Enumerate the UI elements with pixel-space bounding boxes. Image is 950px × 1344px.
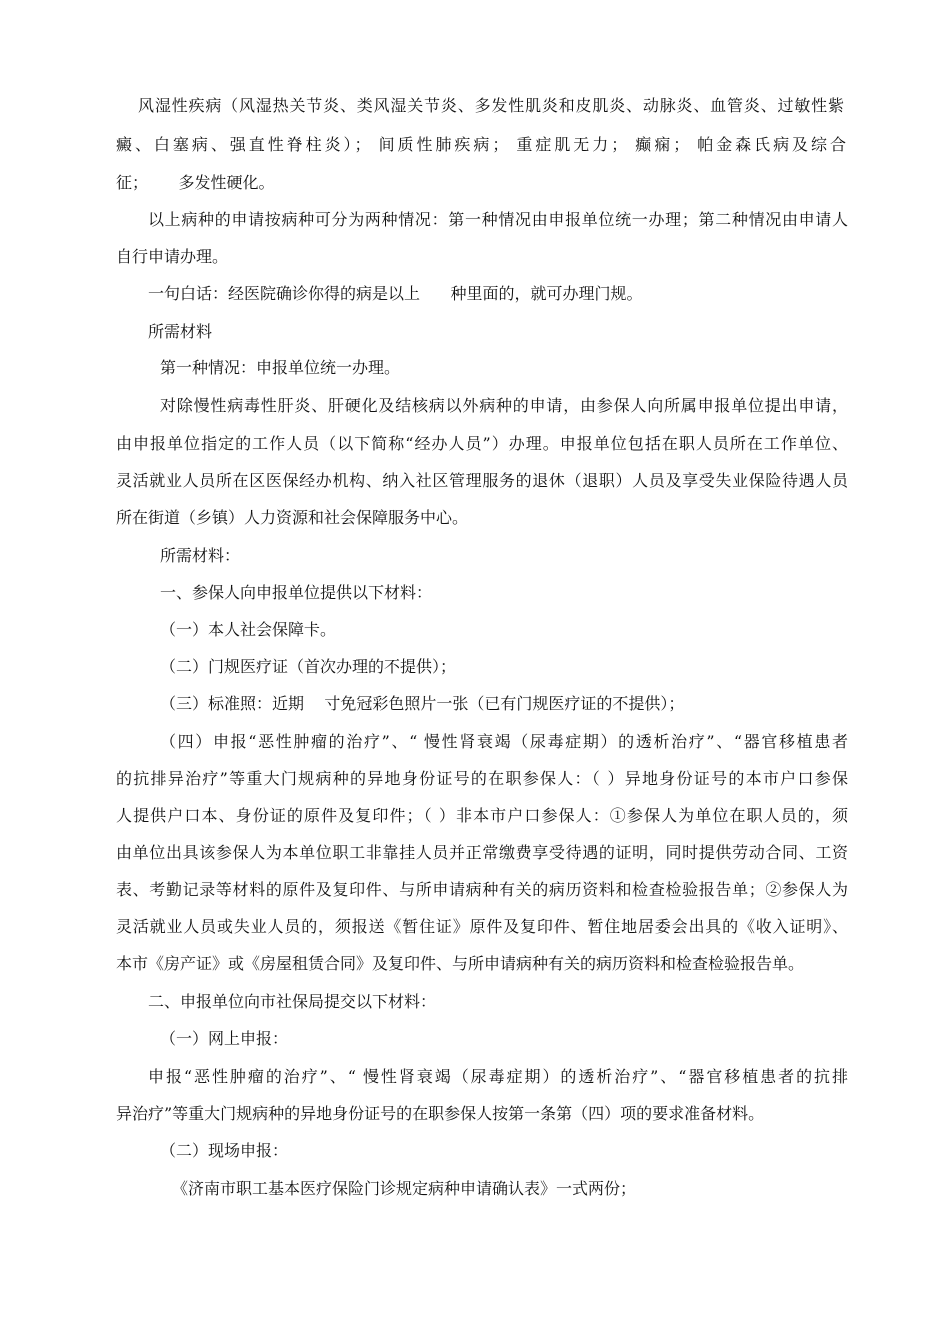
list-item: （一）本人社会保障卡。: [160, 620, 337, 639]
section-heading: 第一种情况：申报单位统一办理。: [160, 358, 401, 377]
paragraph-line: 对除慢性病毒性肝炎、肝硬化及结核病以外病种的申请，由参保人向所属申报单位提出申请，: [160, 396, 848, 415]
list-item: （一）网上申报：: [160, 1029, 289, 1048]
paragraph-line: 由单位出具该参保人为本单位职工非靠挂人员并正常缴费享受待遇的证明，同时提供劳动合同、工资: [116, 843, 848, 862]
paragraph-line: 人提供户口本、身份证的原件及复印件；（ ）非本市户口参保人：①参保人为单位在职人员的，须: [116, 806, 848, 825]
list-item: （二）门规医疗证（首次办理的不提供）；: [160, 657, 457, 676]
paragraph-line: 一句白话：经医院确诊你得的病是以上 种里面的，就可办理门规。: [148, 284, 643, 303]
paragraph-line: 的抗排异治疗”等重大门规病种的异地身份证号的在职参保人：（ ）异地身份证号的本市户口参保: [116, 769, 848, 788]
list-item: （二）现场申报：: [160, 1141, 289, 1160]
section-heading: 二、申报单位向市社保局提交以下材料：: [148, 992, 437, 1011]
paragraph-line: 异治疗”等重大门规病种的异地身份证号的在职参保人按第一条第（四）项的要求准备材料。: [116, 1104, 765, 1123]
paragraph-line: 灵活就业人员所在区医保经办机构、纳入社区管理服务的退休（退职）人员及享受失业保险待遇人员: [116, 471, 848, 490]
paragraph-line: 自行申请办理。: [116, 247, 229, 266]
list-item: （三）标准照：近期 寸免冠彩色照片一张（已有门规医疗证的不提供）；: [160, 694, 685, 713]
section-heading: 所需材料：: [160, 546, 241, 565]
paragraph-line: 以上病种的申请按病种可分为两种情况：第一种情况由申报单位统一办理；第二种情况由申请人: [148, 210, 848, 229]
paragraph-line: 灵活就业人员或失业人员的，须报送《暂住证》原件及复印件、暂住地居委会出具的《收入证明》、: [116, 917, 848, 936]
section-heading: 一、参保人向申报单位提供以下材料：: [160, 583, 433, 602]
paragraph-line: 由申报单位指定的工作人员（以下简称“经办人员”）办理。申报单位包括在职人员所在工作单位、: [116, 434, 848, 453]
paragraph-line: 征； 多发性硬化。: [116, 173, 275, 192]
paragraph-line: （四）申报“恶性肿瘤的治疗”、“ 慢性肾衰竭（尿毒症期）的透析治疗”、“器官移植患者: [160, 732, 848, 751]
paragraph-line: 风湿性疾病（风湿热关节炎、类风湿关节炎、多发性肌炎和皮肌炎、动脉炎、血管炎、过敏性紫: [138, 96, 844, 115]
paragraph-line: 所在街道（乡镇）人力资源和社会保障服务中心。: [116, 508, 469, 527]
paragraph-line: 癜、白塞病、强直性脊柱炎）； 间质性肺疾病； 重症肌无力； 癫痫； 帕金森氏病及综合: [116, 135, 846, 154]
paragraph-line: 本市《房产证》或《房屋租赁合同》及复印件、与所申请病种有关的病历资料和检查检验报告单。: [116, 954, 805, 973]
paragraph-line: 《济南市职工基本医疗保险门诊规定病种申请确认表》一式两份；: [172, 1179, 637, 1198]
section-heading: 所需材料: [148, 322, 213, 341]
paragraph-line: 表、考勤记录等材料的原件及复印件、与所申请病种有关的病历资料和检查检验报告单；②参保人为: [116, 880, 848, 899]
paragraph-line: 申报“恶性肿瘤的治疗”、“ 慢性肾衰竭（尿毒症期）的透析治疗”、“器官移植患者的抗排: [148, 1067, 848, 1086]
